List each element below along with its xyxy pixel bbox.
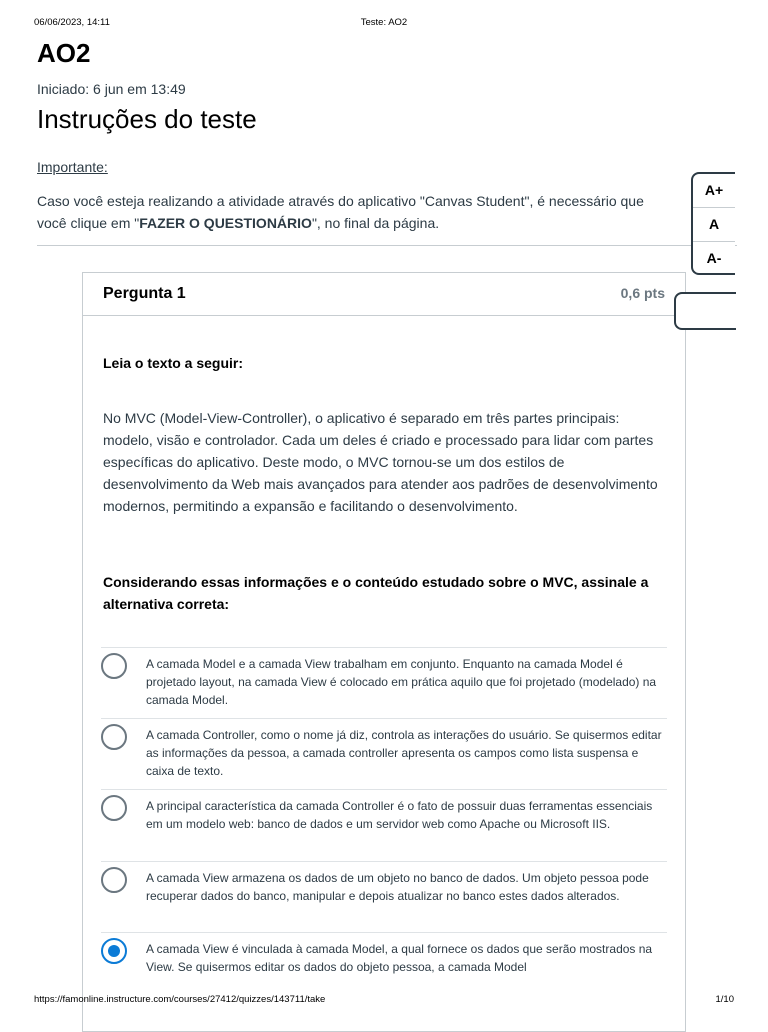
print-page-number: 1/10 xyxy=(715,994,734,1005)
instructions-text xyxy=(37,190,697,234)
divider xyxy=(37,245,737,246)
instructions-line-2-pre: você clique em " xyxy=(37,215,140,231)
print-doc-title: Teste: AO2 xyxy=(360,17,408,28)
decrease-font-button[interactable]: A- xyxy=(706,250,722,266)
question-points: 0,6 pts xyxy=(620,285,665,301)
side-tab-button[interactable] xyxy=(674,292,736,330)
radio-button[interactable] xyxy=(101,724,127,750)
question-prompt: Considerando essas informações e o conteúdo estudado sobre o MVC, assinale a alternativa correta: xyxy=(103,574,649,612)
started-timestamp: Iniciado: 6 jun em 13:49 xyxy=(37,81,186,97)
page-title: AO2 xyxy=(37,38,91,68)
instructions-heading: Instruções do teste xyxy=(37,104,257,134)
radio-button-selected[interactable] xyxy=(101,938,127,964)
question-lead: Leia o texto a seguir: xyxy=(103,355,244,371)
answer-text: A camada View é vinculada à camada Model, a qual fornece os dados que serão mostrados na View. Se quisermos editar os dados do objeto pessoa, a camada Model xyxy=(146,942,653,974)
question-title: Pergunta 1 xyxy=(103,285,186,302)
radio-button[interactable] xyxy=(101,653,127,679)
print-url: https://famonline.instructure.com/courses/27412/quizzes/143711/take xyxy=(34,994,326,1005)
instructions-line-2 xyxy=(37,212,697,234)
print-datetime: 06/06/2023, 14:11 xyxy=(34,17,110,28)
question-passage: No MVC (Model-View-Controller), o aplicativo é separado em três partes principais: modelo, visão e controlador. Cada um deles é criado e processado para lidar com partes específicas do aplicativo. Deste modo, o MVC tornou-se um dos estilos de desenvolvimento da Web mais avançados para atender aos padrões de desenvolvimento modernos, permitindo a expansão e facilitando o desenvolvimento. xyxy=(103,410,658,514)
question-card xyxy=(82,272,686,1032)
normal-font-button[interactable]: A xyxy=(693,208,735,242)
question-header xyxy=(83,273,685,316)
instructions-line-1: Caso você esteja realizando a atividade através do aplicativo "Canvas Student", é necessário que xyxy=(37,193,644,209)
radio-button[interactable] xyxy=(101,795,127,821)
important-label: Importante: xyxy=(37,159,108,175)
font-size-controls xyxy=(691,172,735,275)
answer-text: A camada Model e a camada View trabalham em conjunto. Enquanto na camada Model é projetado layout, na camada View é colocado em prática aquilo que foi projetado (modelado) na camada Model. xyxy=(146,657,657,707)
answer-option[interactable] xyxy=(101,861,667,933)
answer-option[interactable] xyxy=(101,718,667,790)
answer-text: A camada View armazena os dados de um objeto no banco de dados. Um objeto pessoa pode recuperar dados do banco, manipular e depois atualizar no banco estes dados alterados. xyxy=(146,871,649,903)
answer-text: A principal característica da camada Controller é o fato de possuir duas ferramentas essenciais em um modelo web: banco de dados e um servidor web como Apache ou Microsoft IIS. xyxy=(146,799,653,831)
instructions-line-2-post: ", no final da página. xyxy=(311,215,440,231)
radio-button[interactable] xyxy=(101,867,127,893)
answer-text: A camada Controller, como o nome já diz, controla as interações do usuário. Se quisermos editar as informações da pessoa, a camada controller apresenta os campos como lista suspensa e caixa de texto. xyxy=(146,728,662,778)
increase-font-button[interactable]: A+ xyxy=(693,174,735,208)
answer-option[interactable] xyxy=(101,789,667,861)
take-quiz-emphasis: FAZER O QUESTIONÁRIO xyxy=(139,215,312,231)
answer-option[interactable] xyxy=(101,647,667,719)
